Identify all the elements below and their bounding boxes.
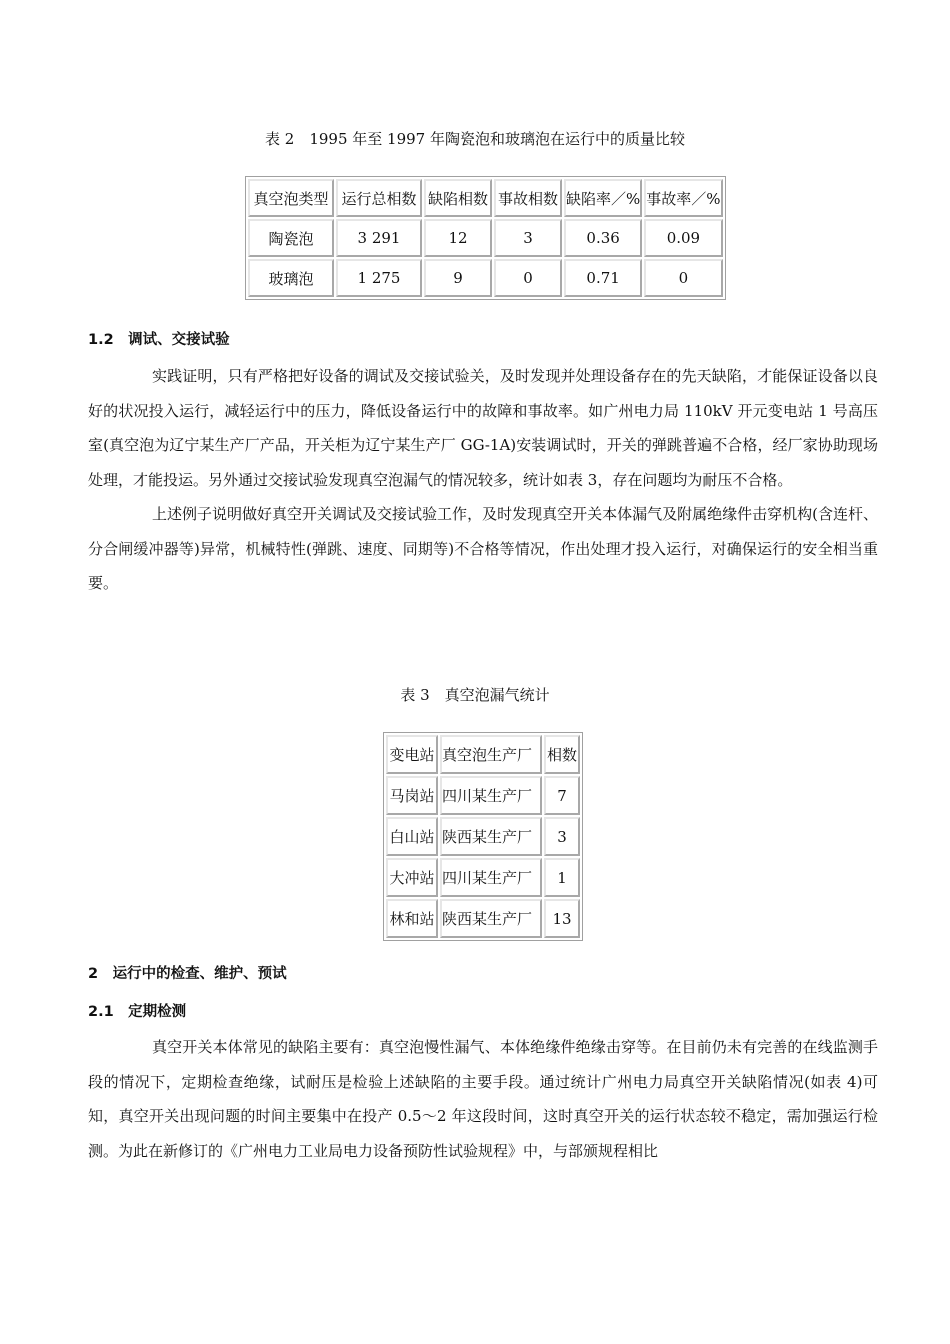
table-cell: 9 (424, 259, 492, 297)
table-header-cell: 变电站 (386, 735, 438, 774)
table-header-cell: 真空泡生产厂 (440, 735, 542, 774)
table-header-cell: 缺陷相数 (424, 179, 492, 217)
table-header-row (248, 179, 723, 217)
table-cell: 0.09 (644, 219, 722, 257)
table-cell: 1 (544, 858, 580, 897)
table-cell: 陕西某生产厂 (440, 817, 542, 856)
table3-caption: 表 3 真空泡漏气统计 (400, 686, 550, 704)
table-cell: 1 275 (336, 259, 422, 297)
paragraph: 上述例子说明做好真空开关调试及交接试验工作，及时发现真空开关本体漏气及附属绝缘件击穿机构(含连杆、分合闸缓冲器等)异常，机械特性(弹跳、速度、同期等)不合格等情况，作出处理才投入运行，对确保运行的安全相当重要。 (88, 505, 878, 592)
table-cell: 四川某生产厂 (440, 858, 542, 897)
table-cell: 13 (544, 899, 580, 938)
table-header-cell: 事故相数 (494, 179, 562, 217)
table-cell: 0.71 (564, 259, 642, 297)
table-header-cell: 缺陷率／% (564, 179, 642, 217)
table2-caption: 表 2 1995 年至 1997 年陶瓷泡和玻璃泡在运行中的质量比较 (265, 130, 685, 148)
table-cell: 3 (544, 817, 580, 856)
table-cell: 0.36 (564, 219, 642, 257)
table-cell: 3 (494, 219, 562, 257)
section-2-heading: 2 运行中的检查、维护、预试 (88, 966, 287, 982)
table-cell: 3 291 (336, 219, 422, 257)
table-header-row (386, 735, 580, 774)
section-2-1-body (88, 1030, 878, 1168)
table-row (248, 219, 723, 257)
section-2-1-heading: 2.1 定期检测 (88, 1004, 187, 1020)
table3 (383, 732, 583, 941)
table-row (386, 899, 580, 938)
table-row (386, 817, 580, 856)
table-cell: 陶瓷泡 (248, 219, 334, 257)
section-1-2-heading: 1.2 调试、交接试验 (88, 332, 230, 348)
section-1-2-body (88, 359, 878, 601)
table-cell: 白山站 (386, 817, 438, 856)
table2 (245, 176, 726, 300)
table-cell: 7 (544, 776, 580, 815)
table-header-cell: 事故率／% (644, 179, 722, 217)
table-row (386, 776, 580, 815)
table-cell: 马岗站 (386, 776, 438, 815)
table-header-cell: 运行总相数 (336, 179, 422, 217)
table-header-cell: 相数 (544, 735, 580, 774)
table-cell: 0 (644, 259, 722, 297)
table-cell: 四川某生产厂 (440, 776, 542, 815)
table-cell: 玻璃泡 (248, 259, 334, 297)
table-cell: 12 (424, 219, 492, 257)
paragraph: 真空开关本体常见的缺陷主要有：真空泡慢性漏气、本体绝缘件绝缘击穿等。在目前仍未有完善的在线监测手段的情况下，定期检查绝缘，试耐压是检验上述缺陷的主要手段。通过统计广州电力局真空开关缺陷情况(如表 4)可知，真空开关出现问题的时间主要集中在投产 0.5～2 年这段时间，这时真空开关的运行状态较不稳定，需加强运行检测。为此在新修订的《广州电力工业局电力设备预防性试验规程》中，与部颁规程相比 (88, 1038, 878, 1160)
table-cell: 陕西某生产厂 (440, 899, 542, 938)
table-row (386, 858, 580, 897)
table-cell: 林和站 (386, 899, 438, 938)
table-row (248, 259, 723, 297)
table-cell: 大冲站 (386, 858, 438, 897)
paragraph: 实践证明，只有严格把好设备的调试及交接试验关，及时发现并处理设备存在的先天缺陷，才能保证设备以良好的状况投入运行，减轻运行中的压力，降低设备运行中的故障和事故率。如广州电力局 110kV 开元变电站 1 号高压室(真空泡为辽宁某生产厂产品，开关柜为辽宁某生产厂 GG-1A)安装调试时，开关的弹跳普遍不合格，经厂家协助现场处理，才能投运。另外通过交接试验发现真空泡漏气的情况较多，统计如表 3，存在问题均为耐压不合格。 (88, 367, 878, 489)
table-cell: 0 (494, 259, 562, 297)
table-header-cell: 真空泡类型 (248, 179, 334, 217)
